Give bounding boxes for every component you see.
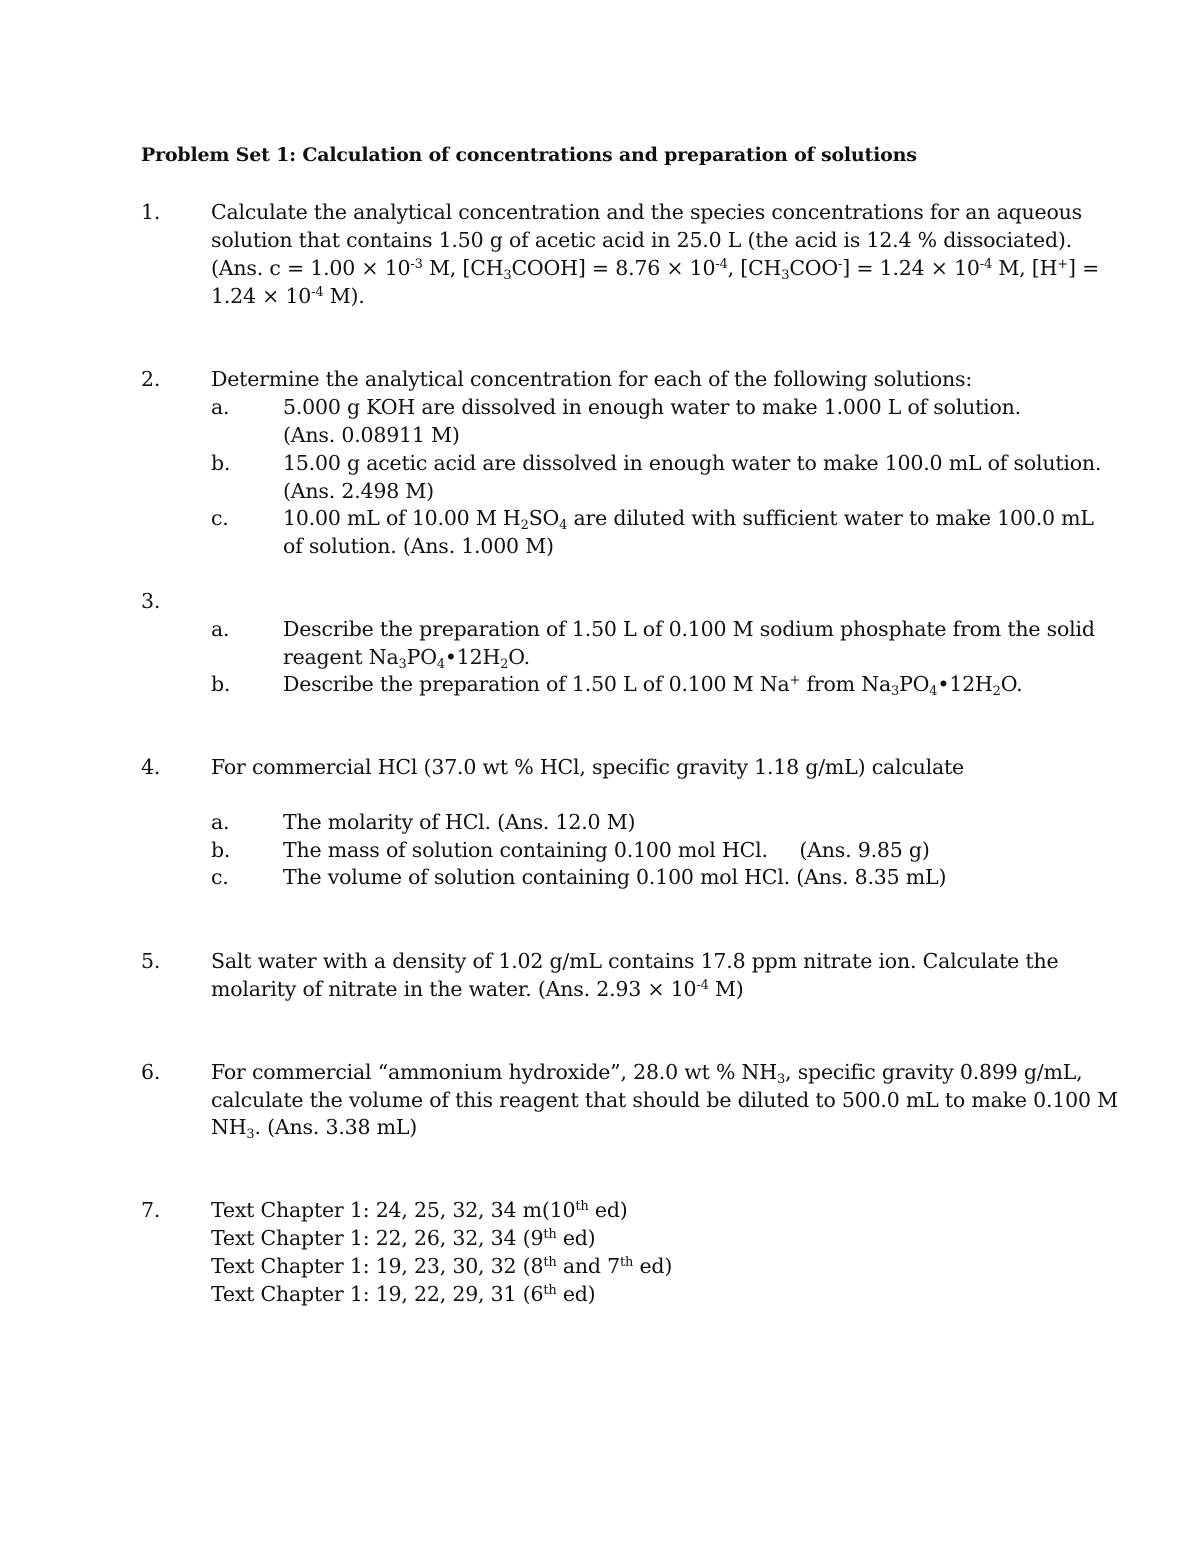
question-2c-text: 10.00 mL of 10.00 M $H_2SO_4$ are diluted with sufficient water to make 100.0 mL [283,506,1094,533]
question-4-text: For commercial HCl (37.0 wt % HCl, specific gravity 1.18 g/mL) calculate [211,755,964,779]
question-4c-text: The volume of solution containing 0.100 mol HCl. (Ans. 8.35 mL) [283,865,947,889]
question-2a-text: 5.000 g KOH are dissolved in enough water to make 1.000 L of solution. [283,395,1021,419]
question-2-text: Determine the analytical concentration for each of the following solutions: [211,367,973,391]
question-3-number: 3. [141,589,161,613]
question-3a-text: Describe the preparation of 1.50 L of 0.100 M sodium phosphate from the solid [283,617,1095,641]
question-1-answer-line-2: $1.24 \times 10^{-4}$ M). [211,284,365,308]
question-2c-answer: of solution. (Ans. 1.000 M) [283,534,554,558]
question-5-text-line-2: molarity of nitrate in the water. (Ans. $2.93 \times 10^{-4}$ M) [211,977,744,1001]
question-2a-label: a. [211,395,230,419]
question-2a-answer: (Ans. 0.08911 M) [283,423,460,447]
question-6-text-line-1: For commercial “ammonium hydroxide”, 28.0 wt % $NH_3$, specific gravity 0.899 g/mL, [211,1060,1083,1087]
question-2c-label: c. [211,506,229,530]
question-4b-label: b. [211,838,231,862]
question-1-text-line-1: Calculate the analytical concentration and the species concentrations for an aqueous [211,200,1082,224]
question-6-text-line-3: $NH_3$. (Ans. 3.38 mL) [211,1115,418,1142]
question-4c-label: c. [211,865,229,889]
question-7-line-4: Text Chapter 1: 19, 22, 29, 31 (6th ed) [211,1282,596,1306]
question-1-text-line-2: solution that contains 1.50 g of acetic acid in 25.0 L (the acid is 12.4 % dissociated). [211,228,1072,252]
question-2b-answer: (Ans. 2.498 M) [283,479,434,503]
question-2b-label: b. [211,451,231,475]
question-3a-label: a. [211,617,230,641]
question-7-line-2: Text Chapter 1: 22, 26, 32, 34 (9th ed) [211,1226,596,1250]
question-4-number: 4. [141,755,161,779]
question-2b-text: 15.00 g acetic acid are dissolved in enough water to make 100.0 mL of solution. [283,451,1102,475]
question-4a-text: The molarity of HCl. (Ans. 12.0 M) [283,810,636,834]
question-1-answer-line-1: (Ans. $c = 1.00 \times 10^{-3}$ M, [CH3COOH] = $8.76 \times 10^{-4}$, $[CH3COO^-] = 1.24 \times 10^{-4}$ M, [H+] = [211,256,1100,283]
question-5-text-line-1: Salt water with a density of 1.02 g/mL contains 17.8 ppm nitrate ion. Calculate the [211,949,1059,973]
question-7-number: 7. [141,1198,161,1222]
question-6-number: 6. [141,1060,161,1084]
question-7-line-3: Text Chapter 1: 19, 23, 30, 32 (8th and 7th ed) [211,1254,673,1278]
question-1-number: 1. [141,200,161,224]
question-3a-text-line-2: reagent $Na_3PO_4•12H_2O$. [283,645,530,672]
question-4a-label: a. [211,810,230,834]
question-6-text-line-2: calculate the volume of this reagent that should be diluted to 500.0 mL to make 0.100 M [211,1088,1118,1112]
question-3b-label: b. [211,672,231,696]
page-title: Problem Set 1: Calculation of concentrations and preparation of solutions [141,144,917,166]
question-2-number: 2. [141,367,161,391]
question-7-line-1: Text Chapter 1: 24, 25, 32, 34 m(10th ed) [211,1198,628,1222]
question-5-number: 5. [141,949,161,973]
question-4b-text: The mass of solution containing 0.100 mol HCl. (Ans. 9.85 g) [283,838,930,862]
question-3b-text: Describe the preparation of 1.50 L of 0.100 M Na+ from $Na_3PO_4•12H_2O$. [283,672,1023,699]
